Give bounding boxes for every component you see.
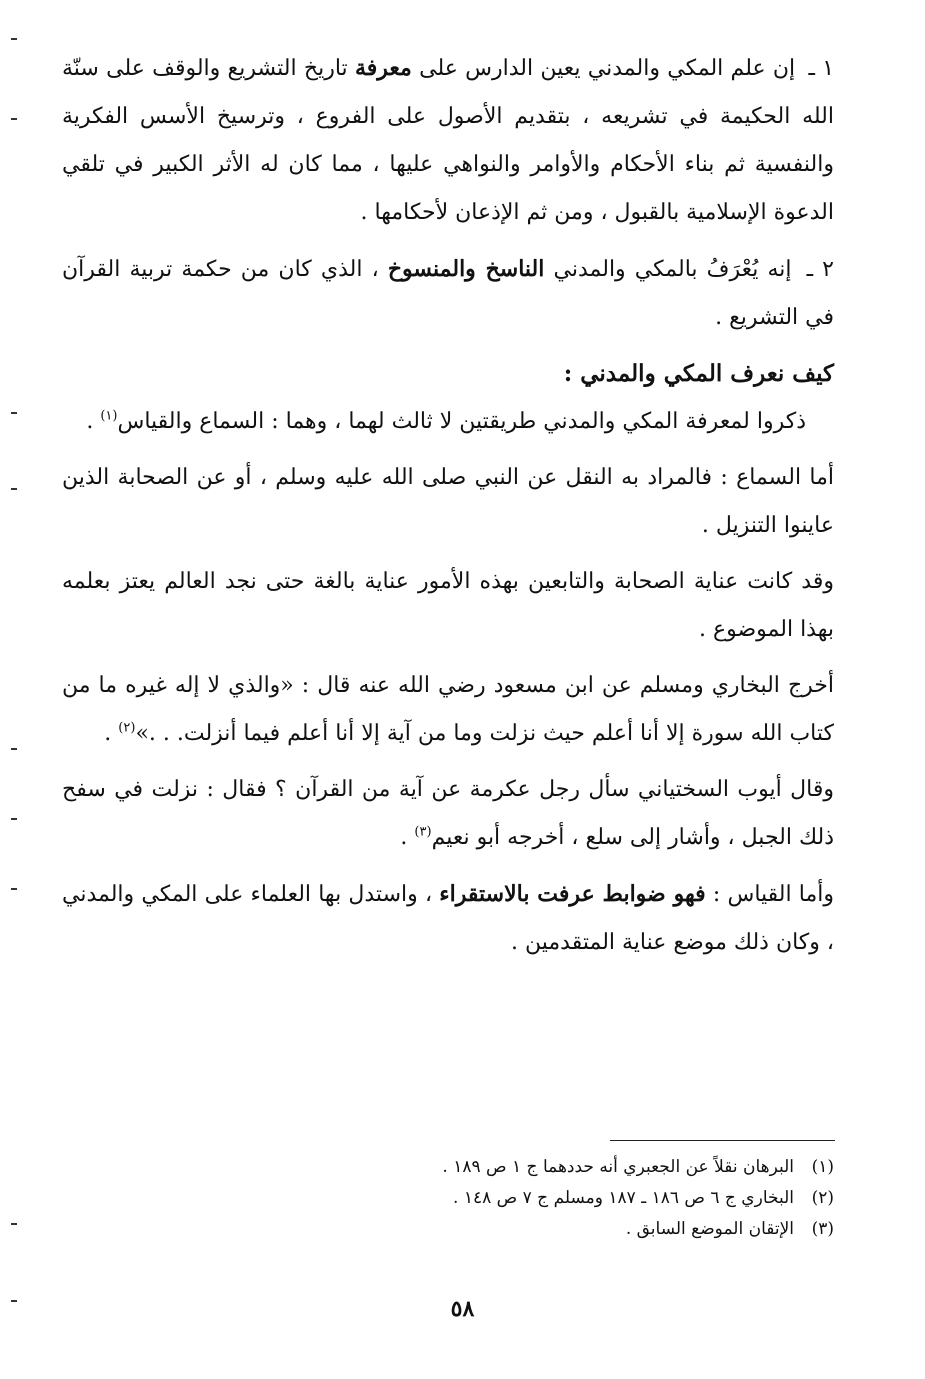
section-heading xyxy=(62,350,834,398)
footnotes xyxy=(62,1152,834,1245)
footnote-text: البرهان نقلاً عن الجعبري أنه حددهما ج ١ ص ١٨٩ . xyxy=(442,1157,794,1177)
paragraph-end: . xyxy=(400,825,408,850)
paragraph-text: أخرج البخاري ومسلم عن ابن مسعود رضي الله عنه قال : «والذي لا إله غيره ما من كتاب الله سورة إلا أنا أعلم حيث نزلت وما من آية إلا أنا أعلم فيما أنزلت. . .» xyxy=(62,673,834,746)
scan-mark xyxy=(11,888,17,890)
scan-mark xyxy=(11,38,17,40)
paragraph-3 xyxy=(62,398,834,446)
scan-mark xyxy=(11,818,17,820)
paragraph-text: إنه يُعْرَفُ بالمكي والمدني xyxy=(553,257,792,282)
footnote-number: (٢) xyxy=(811,1188,834,1208)
paragraph-end: . xyxy=(104,721,112,746)
paragraph-text: ذكروا لمعرفة المكي والمدني طريقتين لا ثالث لهما ، وهما : السماع والقياس xyxy=(117,409,806,434)
footnote-text: البخاري ج ٦ ص ١٨٦ ـ ١٨٧ ومسلم ج ٧ ص ١٤٨ . xyxy=(453,1188,794,1208)
footnote-ref: (٣) xyxy=(414,824,432,840)
footnote-number: (٣) xyxy=(811,1219,834,1239)
paragraph-text: إن علم المكي والمدني يعين الدارس على xyxy=(419,56,796,81)
paragraph-2 xyxy=(62,245,834,342)
paragraph-8 xyxy=(62,870,834,967)
paragraph-text: وقد كانت عناية الصحابة والتابعين بهذه الأمور عناية بالغة حتى نجد العالم يعتز بعلمه بهذا الموضوع . xyxy=(62,569,834,642)
page-number: ٥٨ xyxy=(450,1296,475,1322)
paragraph-text: وقال أيوب السختياني سأل رجل عكرمة عن آية من القرآن ؟ فقال : نزلت في سفح ذلك الجبل ، وأشار إلى سلع ، أخرجه أبو نعيم xyxy=(62,777,834,850)
page-body xyxy=(62,44,834,975)
paragraph-text: تاريخ التشريع والوقف على سنّة الله الحكيمة في تشريعه ، بتقديم الأصول على الفروع ، وترسيخ الأسس الفكرية والنفسية ثم بناء الأحكام والأوامر والنواهي عليها ، مما كان له الأثر الكبير في تلقي الدعوة الإسلامية بالقبول ، ومن ثم الإذعان لأحكامها . xyxy=(62,56,834,225)
bold-term: الناسخ والمنسوخ xyxy=(387,256,545,282)
footnote-text: الإتقان الموضع السابق . xyxy=(625,1219,794,1239)
bold-term: فهو ضوابط عرفت بالاستقراء xyxy=(439,881,706,907)
footnote-item xyxy=(62,1214,834,1245)
scan-mark xyxy=(11,412,17,414)
scan-mark xyxy=(11,748,17,750)
footnote-divider xyxy=(610,1140,835,1141)
paragraph-5 xyxy=(62,558,834,654)
paragraph-6 xyxy=(62,662,834,758)
paragraph-text: ، واستدل بها العلماء على المكي والمدني ، وكان ذلك موضع عناية المتقدمين . xyxy=(62,882,834,955)
heading-colon: : xyxy=(563,360,573,387)
paragraph-number: ٢ ـ xyxy=(806,257,834,282)
paragraph-1 xyxy=(62,44,834,237)
paragraph-number: ١ ـ xyxy=(808,56,835,81)
footnote-item xyxy=(62,1152,834,1183)
bold-term: معرفة xyxy=(354,55,412,81)
paragraph-text: أما السماع : فالمراد به النقل عن النبي صلى الله عليه وسلم ، أو عن الصحابة الذين عاينوا التنزيل . xyxy=(62,465,834,538)
paragraph-end: . xyxy=(86,409,94,434)
paragraph-text: ، الذي كان من حكمة تربية القرآن في التشريع . xyxy=(62,257,834,330)
paragraph-4 xyxy=(62,454,834,550)
scan-mark xyxy=(11,118,17,120)
scan-mark xyxy=(11,488,17,490)
footnote-ref: (٢) xyxy=(118,720,136,736)
paragraph-text: وأما القياس : xyxy=(712,882,835,907)
footnote-item xyxy=(62,1183,834,1214)
footnote-ref: (١) xyxy=(100,408,118,424)
footnote-number: (١) xyxy=(811,1157,834,1177)
paragraph-7 xyxy=(62,766,834,862)
scan-mark xyxy=(11,1300,17,1302)
heading-text: كيف نعرف المكي والمدني xyxy=(580,360,834,387)
scan-mark xyxy=(11,1223,17,1225)
